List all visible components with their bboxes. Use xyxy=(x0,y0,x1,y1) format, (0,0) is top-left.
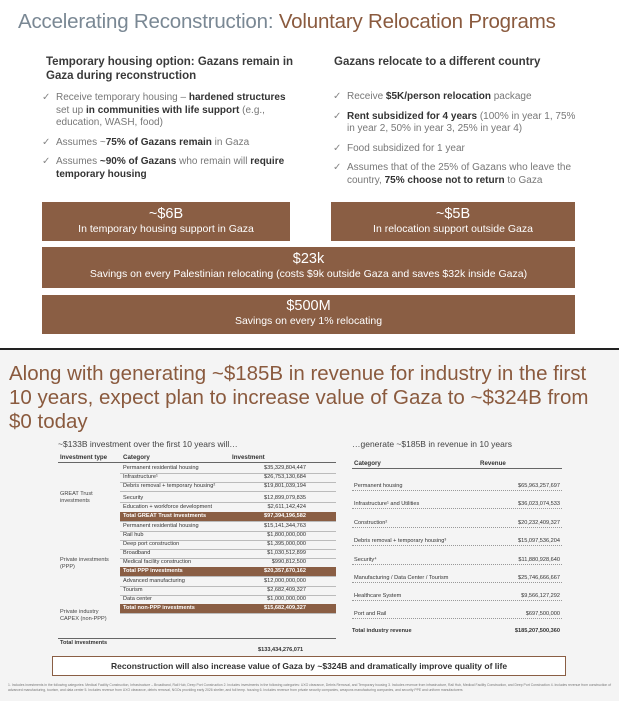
group-label: GREAT Trust investments xyxy=(60,491,93,504)
row-category: Rail hub xyxy=(123,532,144,538)
revenue-row xyxy=(352,499,562,509)
table-total-row xyxy=(120,567,336,577)
row-investment-value: $1,800,000,000 xyxy=(267,532,306,538)
table-header-rule xyxy=(58,462,336,463)
box-value: $500M xyxy=(286,298,331,314)
revenue-row-value: $65,963,257,697 xyxy=(518,483,560,489)
revenue-row-value: $36,023,074,533 xyxy=(518,501,560,507)
box-value: ~$5B xyxy=(435,206,471,222)
box-caption: Savings on every Palestinian relocating (costs $9k outside Gaza and saves $32k inside Gaza) xyxy=(89,268,528,280)
checkmark-icon: ✓ xyxy=(333,110,342,122)
total-investments-value: $133,434,276,071 xyxy=(258,647,304,653)
checkmark-icon: ✓ xyxy=(42,156,51,167)
row-investment-value: $990,812,500 xyxy=(271,559,306,565)
row-investment-value: $19,801,039,194 xyxy=(264,483,306,489)
bullet-item: ✓ Assumes ~90% of Gazans who remain will require temporary housing xyxy=(42,156,285,180)
checkmark-icon: ✓ xyxy=(42,136,51,148)
row-category: Total PPP investments xyxy=(123,568,183,574)
right-bullet-list xyxy=(333,91,581,194)
revenue-row-value: $11,880,928,640 xyxy=(518,557,560,563)
box-value: ~$6B xyxy=(148,206,184,222)
row-category: Permanent residential housing xyxy=(123,465,199,471)
group-label: Private investments (PPP) xyxy=(60,557,109,570)
investment-revenue-slide xyxy=(0,348,619,701)
row-investment-value: $2,611,142,424 xyxy=(267,504,306,510)
revenue-row-category: Permanent housing xyxy=(354,483,403,489)
revenue-row xyxy=(352,481,562,491)
conclusion-banner: Reconstruction will also increase value of Gaza by ~$324B and dramatically improve quality of life xyxy=(52,656,566,676)
row-investment-value: $1,000,000,000 xyxy=(267,596,306,602)
checkmark-icon: ✓ xyxy=(333,142,342,154)
revenue-row-value: $25,746,666,667 xyxy=(518,575,560,581)
revenue-row-category: Port and Rail xyxy=(354,611,387,617)
row-category: Total GREAT Trust investments xyxy=(123,513,207,519)
revenue-row-category: Construction² xyxy=(354,520,388,526)
relocation-cost-box xyxy=(331,202,575,241)
bullet-item: ✓ Receive temporary housing – hardened structures set up in communities with life support (e.g., education, WASH, food) xyxy=(42,92,286,128)
slide-title xyxy=(18,10,556,34)
box-caption: In relocation support outside Gaza xyxy=(373,223,533,235)
row-category: Advanced manufacturing xyxy=(123,578,185,584)
investment-type-header: Investment type xyxy=(60,454,108,461)
revenue-total-value: $185,207,500,360 xyxy=(514,628,560,634)
revenue-row-category: Debris removal + temporary housing³ xyxy=(354,538,447,544)
row-investment-value: $35,329,804,447 xyxy=(264,465,306,471)
temporary-housing-cost-box xyxy=(42,202,290,241)
row-investment-value: $1,395,000,000 xyxy=(267,541,306,547)
revenue-header: Revenue xyxy=(480,460,506,467)
checkmark-icon: ✓ xyxy=(42,92,51,103)
group-label: Private industry CAPEX (non-PPP) xyxy=(60,609,107,622)
box-caption: In temporary housing support in Gaza xyxy=(78,223,254,235)
revenue-row xyxy=(352,518,562,528)
revenue-row-category: Infrastructure¹ and Utilities xyxy=(354,501,420,507)
revenue-row xyxy=(352,536,562,546)
row-investment-value: $12,000,000,000 xyxy=(264,578,306,584)
row-category: Deep port construction xyxy=(123,541,180,547)
row-category: Debris removal + temporary housing² xyxy=(123,483,216,489)
revenue-total-label: Total industry revenue xyxy=(352,628,412,634)
revenue-row xyxy=(352,609,562,619)
total-rule xyxy=(58,638,336,639)
table-total-row xyxy=(120,512,336,522)
box-value: $23k xyxy=(292,251,325,267)
footnotes: 1. Includes investments in the following categories: Medical Facility Construction, Infrastructure – Broadband, Rail Hub, Deep Port Construction 2. Includes investments in the following categories: UXO clearance, Debris Removal, and Temporary housing 3. Includes revenue from infrastructure, Rail Hub, Medical Facility Construction, and Deep Port Construction 4. Includes revenue from construction of advanced manufacturing, tourism, and data center 5. Includes revenue from UXO clearance, debris removal, NGOs providing early 2026 shelter, and full temp. housing 6. Includes revenue from private security companies, weapons manufacturing companies, and security PPE and uniform manufacturers xyxy=(8,683,612,692)
bullet-item: ✓ Assumes that of the 25% of Gazans who leave the country, 75% choose not to return to Gaza xyxy=(333,162,572,186)
category-header: Category xyxy=(123,454,150,461)
revenue-row-category: Security⁴ xyxy=(354,557,377,563)
row-investment-value: $1,030,512,899 xyxy=(267,550,306,556)
revenue-row xyxy=(352,591,562,601)
bullet-item: ✓ Rent subsidized for 4 years (100% in year 1, 75% in year 2, 50% in year 3, 25% in year 4) xyxy=(333,110,576,134)
row-category: Total non-PPP investments xyxy=(123,605,195,611)
revenue-row-category: Healthcare System xyxy=(354,593,402,599)
row-category: Permanent residential housing xyxy=(123,523,199,529)
row-category: Infrastructure¹ xyxy=(123,474,158,480)
table-row xyxy=(120,494,336,504)
table-row xyxy=(120,482,336,492)
relocation-slide xyxy=(0,0,619,346)
revenue-subheading: …generate ~$185B in revenue in 10 years xyxy=(352,439,512,449)
revenue-row-value: $15,097,536,204 xyxy=(518,538,560,544)
row-investment-value: $20,357,670,162 xyxy=(264,568,306,574)
revenue-header-rule xyxy=(352,468,562,469)
percent-savings-box xyxy=(42,295,575,334)
row-investment-value: $2,682,409,327 xyxy=(267,587,306,593)
per-person-savings-box xyxy=(42,247,575,288)
right-column-heading: Gazans relocate to a different country xyxy=(334,56,541,68)
row-category: Tourism xyxy=(123,587,143,593)
row-investment-value: $12,899,079,835 xyxy=(264,494,306,501)
slide-title-part-a: Accelerating Reconstruction: xyxy=(18,10,279,33)
revenue-row xyxy=(352,573,562,583)
row-category: Education + workforce development xyxy=(123,504,213,510)
investment-header: Investment xyxy=(232,454,265,461)
row-investment-value: $26,753,130,684 xyxy=(264,474,306,480)
revenue-category-header: Category xyxy=(354,460,381,467)
checkmark-icon: ✓ xyxy=(333,91,342,102)
revenue-row xyxy=(352,555,562,565)
revenue-row-value: $9,566,127,292 xyxy=(521,593,560,599)
revenue-row-value: $20,232,409,327 xyxy=(518,520,560,526)
row-investment-value: $15,141,344,763 xyxy=(264,523,306,529)
row-investment-value: $15,682,409,327 xyxy=(264,605,306,611)
left-column-heading: Temporary housing option: Gazans remain in Gaza during reconstruction xyxy=(46,56,294,82)
bullet-item: ✓ Receive $5K/person relocation package xyxy=(333,91,532,102)
bullet-item: ✓ Assumes ~75% of Gazans remain in Gaza xyxy=(42,136,250,148)
revenue-total-row xyxy=(352,628,562,634)
table-total-row xyxy=(120,604,336,614)
revenue-row-value: $697,500,000 xyxy=(525,611,560,617)
box-caption: Savings on every 1% relocating xyxy=(234,315,383,327)
row-category: Data center xyxy=(123,596,152,602)
bullet-item: ✓ Food subsidized for 1 year xyxy=(333,142,465,154)
slide-headline: Along with generating ~$185B in revenue for industry in the first 10 years, expect plan to increase value of Gaza to ~$324B from $0 today xyxy=(9,362,589,433)
investment-subheading: ~$133B investment over the first 10 years will… xyxy=(58,439,238,449)
row-investment-value: $97,394,196,582 xyxy=(264,513,306,519)
revenue-row-category: Manufacturing / Data Center / Tourism xyxy=(354,575,449,581)
checkmark-icon: ✓ xyxy=(333,162,342,173)
total-investments-label: Total investments xyxy=(60,640,108,646)
row-category: Medical facility construction xyxy=(123,559,192,565)
row-category: Security xyxy=(123,494,144,501)
slide-title-part-b: Voluntary Relocation Programs xyxy=(278,10,556,33)
left-bullet-list xyxy=(42,92,294,188)
row-category: Broadband xyxy=(123,550,151,556)
